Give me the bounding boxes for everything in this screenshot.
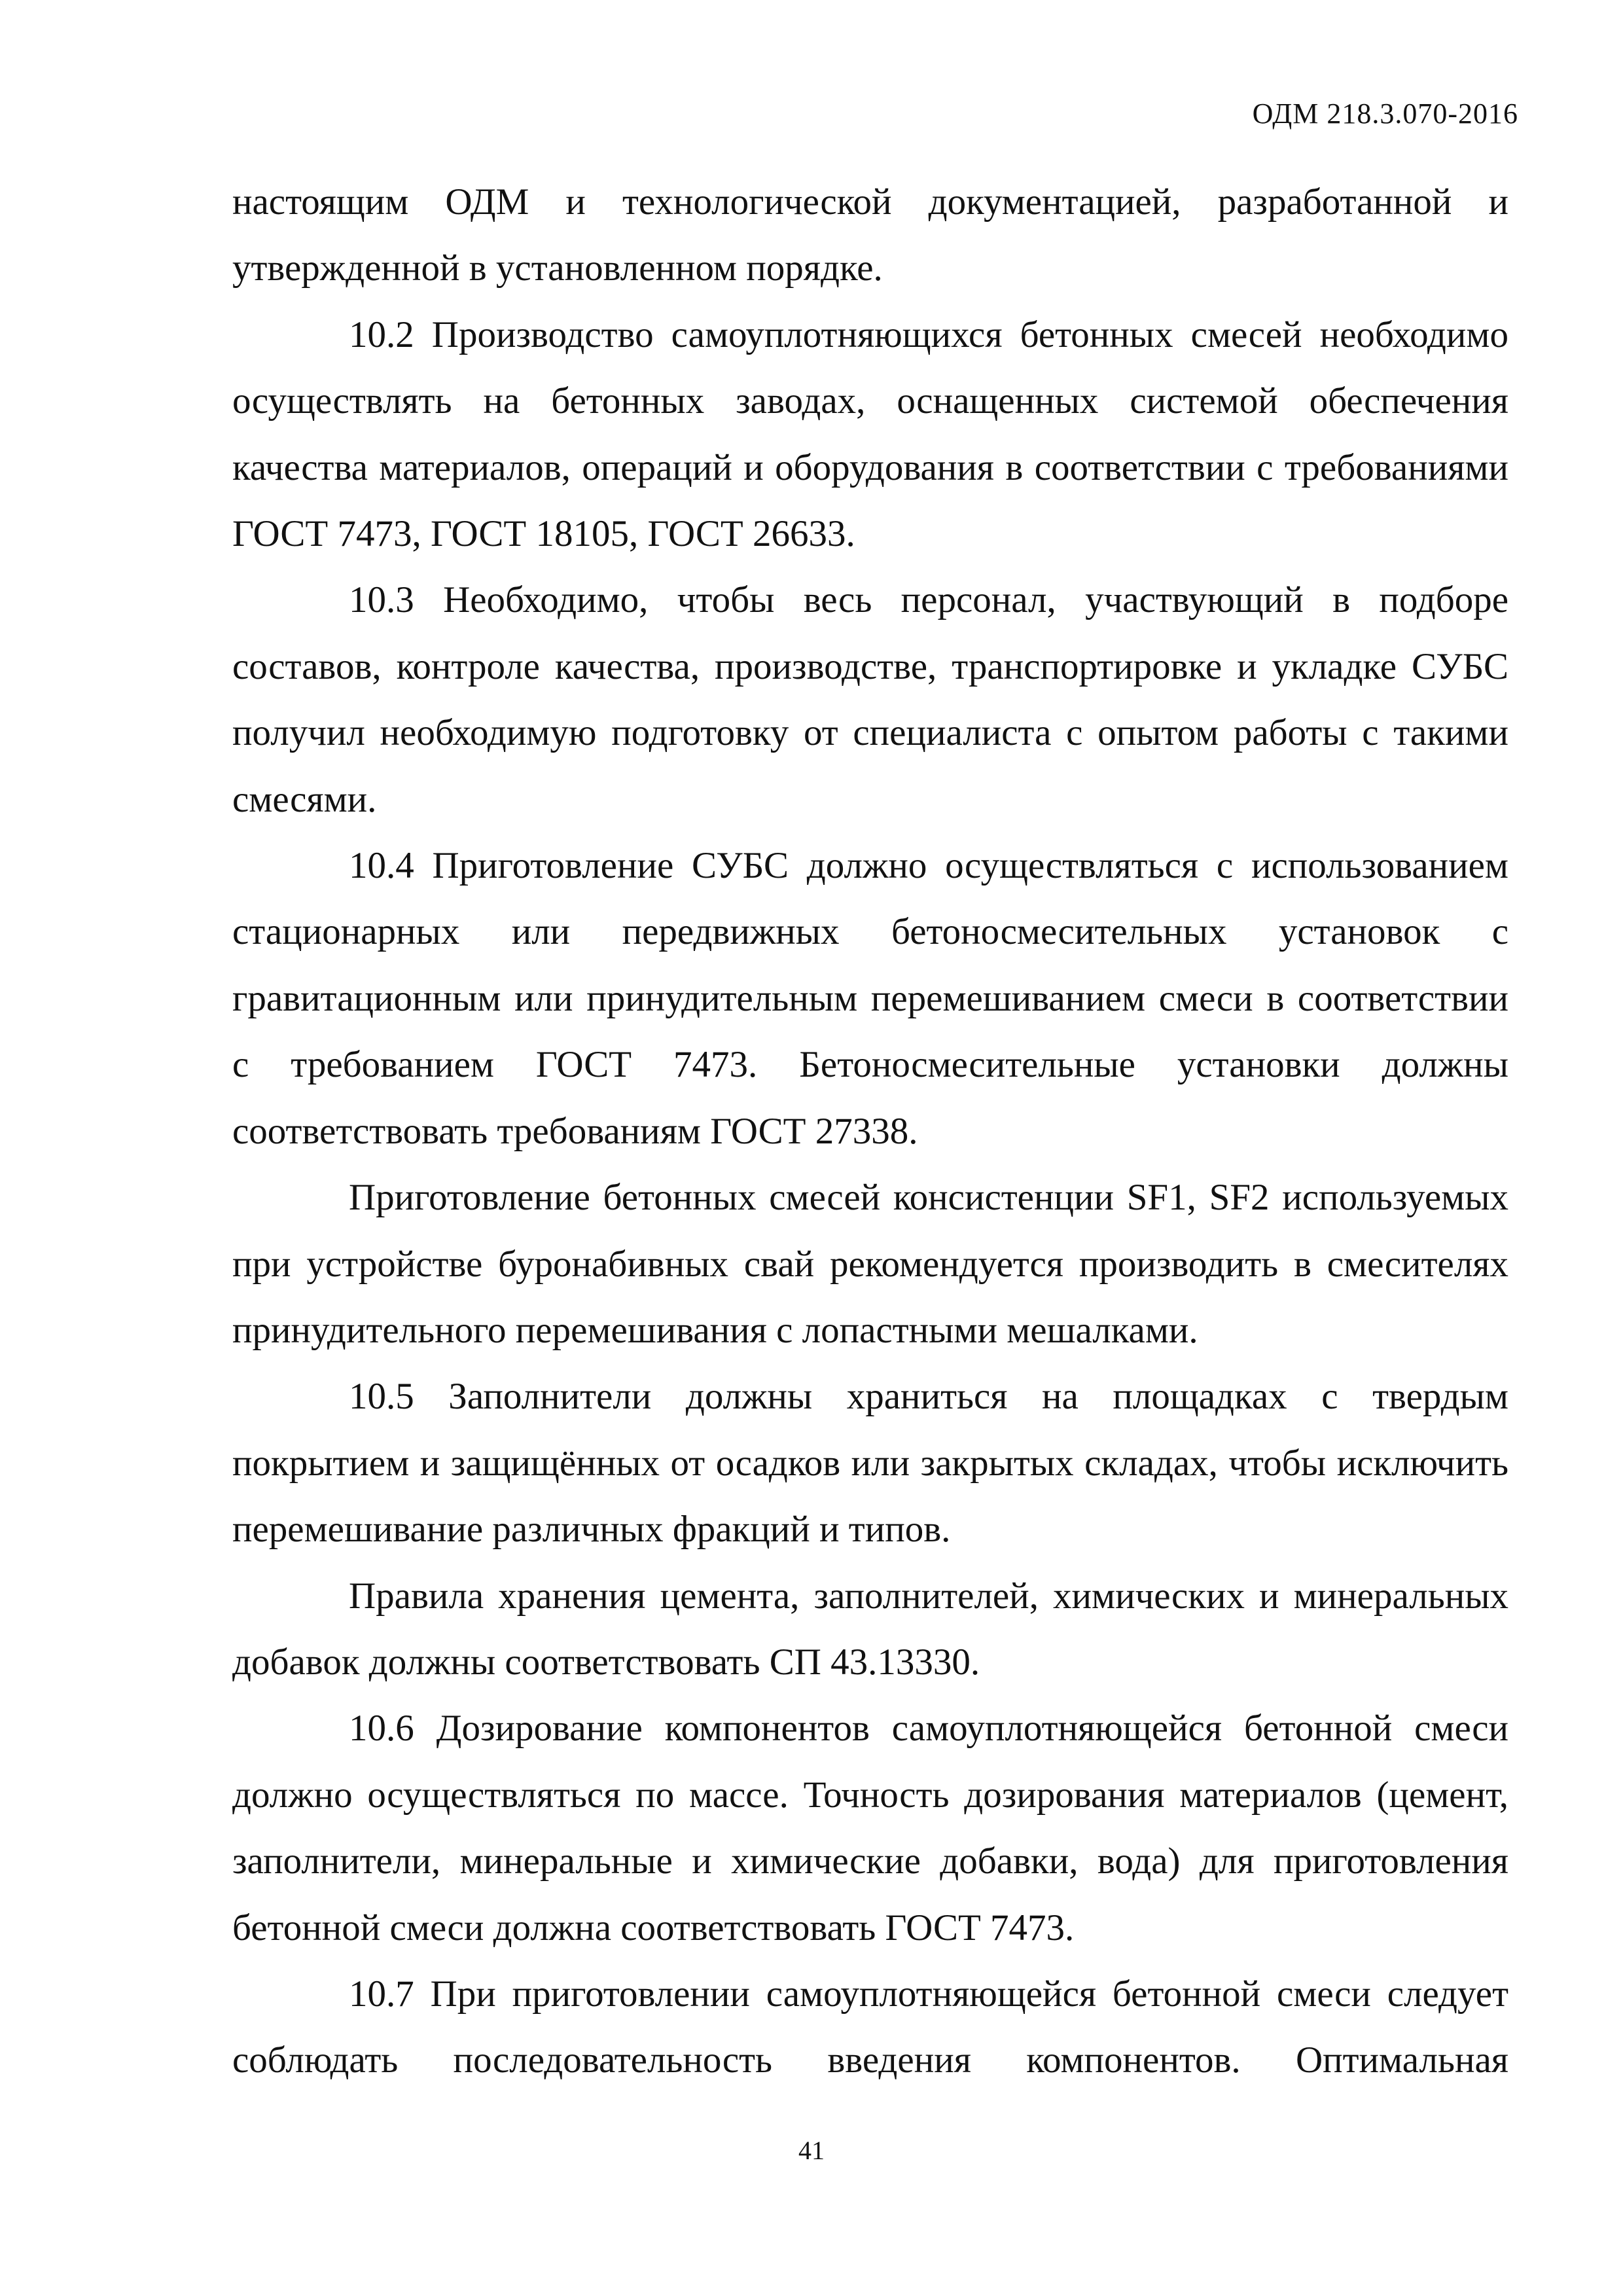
paragraph-continuation: настоящим ОДМ и технологической документацией, разработанной и утвержденной в установленном порядке. [232, 181, 1508, 289]
paragraph-10-3: 10.3 Необходимо, чтобы весь персонал, участвующий в подборе составов, контроле качества, производстве, транспортировке и укладке СУБС получил необходимую подготовку от специалиста с опытом работы с такими смесями. [232, 579, 1508, 820]
page-number: 41 [798, 2136, 825, 2165]
paragraph-10-4: 10.4 Приготовление СУБС должно осуществляться с использованием стационарных или передвижных бетоносмесительных установок с гравитационным или принудительным перемешиванием смеси в соответствии с требованием ГОСТ 7473. Бетоносмесительные установки должны соответствовать требованиям ГОСТ 27338. [232, 845, 1508, 1152]
paragraph-10-7: 10.7 При приготовлении самоуплотняющейся бетонной смеси следует соблюдать последовательность введения компонентов. Оптимальная [232, 1973, 1508, 2081]
paragraph-storage-rules: Правила хранения цемента, заполнителей, химических и минеральных добавок должны соответствовать СП 43.13330. [232, 1575, 1508, 1683]
paragraph-10-5: 10.5 Заполнители должны храниться на площадках с твердым покрытием и защищённых от осадков или закрытых складах, чтобы исключить перемешивание различных фракций и типов. [232, 1376, 1508, 1551]
document-code-header: ОДМ 218.3.070-2016 [1252, 98, 1518, 130]
page-body [232, 169, 1508, 2094]
paragraph-10-2: 10.2 Производство самоуплотняющихся бетонных смесей необходимо осуществлять на бетонных заводах, оснащенных системой обеспечения качества материалов, операций и оборудования в соответствии с требованиями ГОСТ 7473, ГОСТ 18105, ГОСТ 26633. [232, 314, 1508, 555]
paragraph-consistency-sf: Приготовление бетонных смесей консистенции SF1, SF2 используемых при устройстве буронабивных свай рекомендуется производить в смесителях принудительного перемешивания с лопастными мешалками. [232, 1177, 1508, 1351]
paragraph-10-6: 10.6 Дозирование компонентов самоуплотняющейся бетонной смеси должно осуществляться по массе. Точность дозирования материалов (цемент, заполнители, минеральные и химические добавки, вода) для приготовления бетонной смеси должна соответствовать ГОСТ 7473. [232, 1708, 1508, 1948]
